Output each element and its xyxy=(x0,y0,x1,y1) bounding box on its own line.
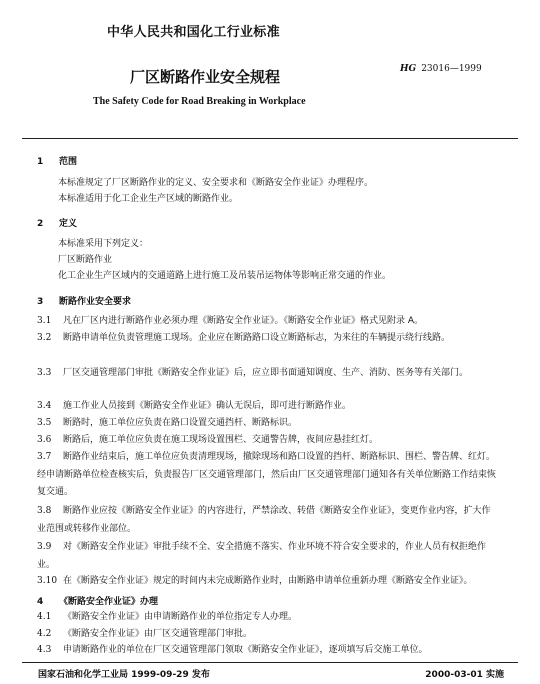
section-1-line: 本标准规定了厂区断路作业的定义、安全要求和《断路安全作业证》办理程序。 xyxy=(58,178,374,188)
document-title: 厂区断路作业安全规程 xyxy=(130,68,281,86)
clause-item: 3.8 断路作业应按《断路安全作业证》的内容进行，严禁涂改、转借《断路安全作业证》，变更作业内容，扩大作业范围或转移作业部位。 xyxy=(37,506,491,534)
clause-item: 3.2 断路申请单位负责管理施工现场。企业应在断路路口设立断路标志，为来往的车辆提示绕行线路。 xyxy=(37,333,451,343)
header-divider xyxy=(22,138,518,139)
issue-date: 国家石油和化学工业局 1999-09-29 发布 xyxy=(38,670,210,680)
clause-item: 3.9 对《断路安全作业证》审批手续不全、安全措施不落实、作业环境不符合安全要求的，作业人员有权拒绝作业。 xyxy=(37,542,487,570)
national-standard-label: 中华人民共和国化工行业标准 xyxy=(107,25,280,40)
clause-item: 3.3 厂区交通管理部门审批《断路安全作业证》后，应立即书面通知调度、生产、消防、医务等有关部门。 xyxy=(37,368,469,378)
section-1-line: 本标准适用于化工企业生产区域的断路作业。 xyxy=(58,194,239,204)
section-2-line: 厂区断路作业 xyxy=(58,255,113,265)
clause-item: 3.5 断路时，施工单位应负责在路口设置交通挡杆、断路标识。 xyxy=(37,418,298,428)
section-1-heading: 1 范围 xyxy=(37,157,78,167)
section-2-line: 本标准采用下列定义： xyxy=(58,239,149,249)
clause-item: 4.3 申请断路作业的单位在厂区交通管理部门领取《断路安全作业证》，逐项填写后交施工单位。 xyxy=(37,645,428,655)
clause-item: 3.7 断路作业结束后，施工单位应负责清理现场，撤除现场和路口设置的挡杆、断路标识、围栏、警告牌、红灯。经申请断路单位检查核实后，负责报告厂区交通管理部门，然后由厂区交通管理部门通知各有关单位断路工作结束恢复交通。 xyxy=(37,452,497,497)
effective-date: 2000-03-01 实施 xyxy=(425,670,504,680)
clause-item: 3.6 断路后，施工单位应负责在施工现场设置围栏、交通警告牌，夜间应悬挂红灯。 xyxy=(37,435,379,445)
clause-item: 4.1 《断路安全作业证》由申请断路作业的单位指定专人办理。 xyxy=(37,612,298,622)
standard-code-prefix: HG xyxy=(400,64,417,74)
standard-code-number: 23016—1999 xyxy=(421,64,482,74)
section-3-heading: 3 断路作业安全要求 xyxy=(37,297,132,307)
standard-code xyxy=(400,64,482,74)
section-2-line: 化工企业生产区域内的交通道路上进行施工及吊装吊运物体等影响正常交通的作业。 xyxy=(58,271,392,281)
clause-item: 4.2 《断路安全作业证》由厂区交通管理部门审批。 xyxy=(37,629,253,639)
clause-item: 3.1 凡在厂区内进行断路作业必须办理《断路安全作业证》。《断路安全作业证》格式见附录 A。 xyxy=(37,316,424,326)
clause-item: 3.4 施工作业人员接到《断路安全作业证》确认无误后，即可进行断路作业。 xyxy=(37,401,352,411)
english-title: The Safety Code for Road Breaking in Workplace xyxy=(93,96,306,107)
section-4-heading: 4 《断路安全作业证》办理 xyxy=(37,597,159,607)
section-2-heading: 2 定义 xyxy=(37,219,78,229)
clause-item: 3.10 在《断路安全作业证》规定的时间内未完成断路作业时，由断路申请单位重新办理《断路安全作业证》。 xyxy=(37,576,473,586)
footer-divider xyxy=(22,662,518,663)
